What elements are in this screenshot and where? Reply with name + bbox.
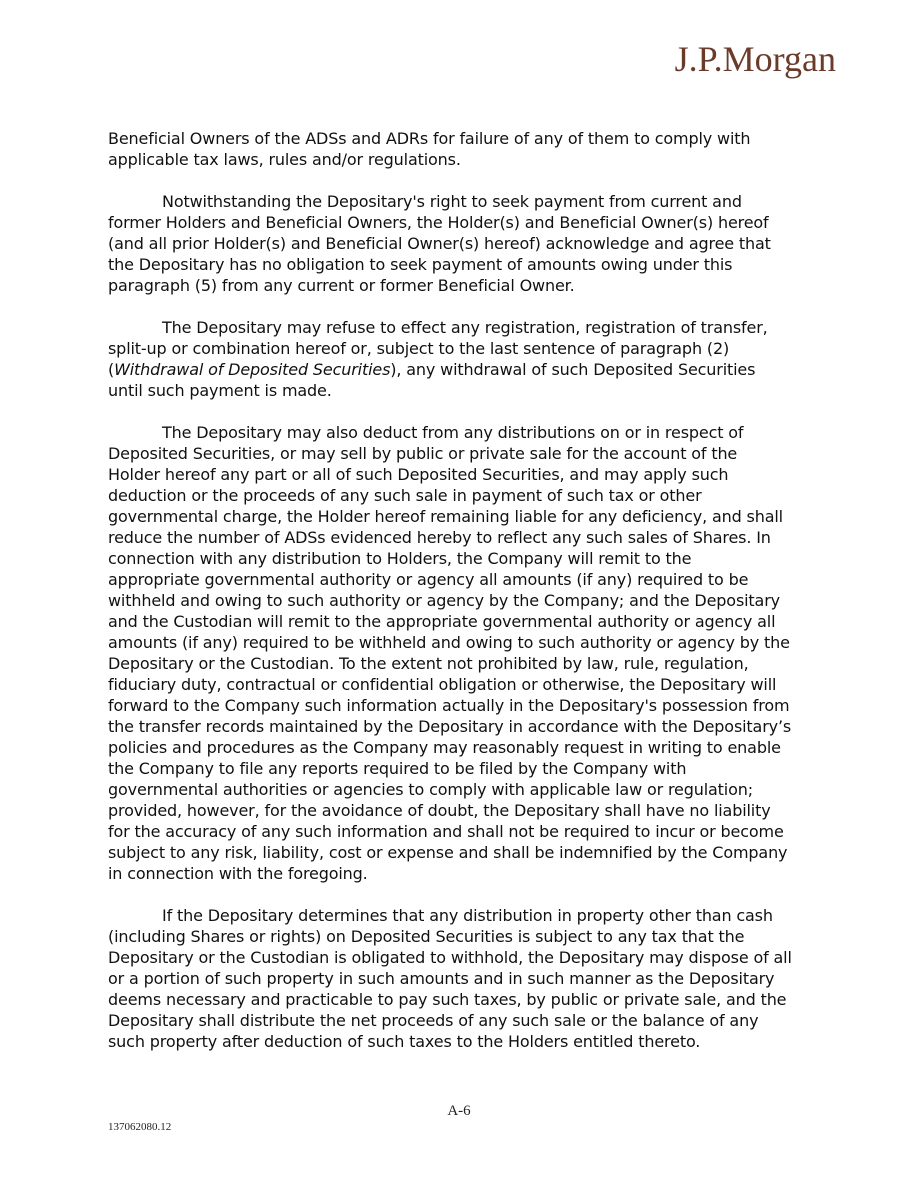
document-id: 137062080.12 <box>108 1121 172 1133</box>
paragraph-refuse-registration-before: The Depositary may refuse to effect any registration, registration of transfer, split-up or combination hereof or, subject to the last sentence of paragraph (2) ( <box>108 318 768 379</box>
paragraph-refuse-registration <box>108 317 813 401</box>
paragraph-continuation: Beneficial Owners of the ADSs and ADRs for failure of any of them to comply with applicable tax laws, rules and/or regulations. <box>108 129 751 169</box>
paragraph-refuse-registration-after: ), any withdrawal of such Deposited Securities until such payment is made. <box>108 360 756 400</box>
paragraph-property-distribution: If the Depositary determines that any distribution in property other than cash (including Shares or rights) on Deposited Securities is subject to any tax that the Depositary or the Custodian is obligated to withhold, the Depositary may dispose of all or a portion of such property in such amounts and in such manner as the Depositary deems necessary and practicable to pay such taxes, by public or private sale, and the Depositary shall distribute the net proceeds of any such sale or the balance of any such property after deduction of such taxes to the Holders entitled thereto. <box>108 906 792 1051</box>
paragraph-italic-reference: Withdrawal of Deposited Securities <box>114 360 391 379</box>
paragraph-deduct-distributions: The Depositary may also deduct from any distributions on or in respect of Deposited Securities, or may sell by public or private sale for the account of the Holder hereof any part or all of such Deposited Securities, and may apply such deduction or the proceeds of any such sale in payment of such tax or other governmental charge, the Holder hereof remaining liable for any deficiency, and shall reduce the number of ADSs evidenced hereby to reflect any such sales of Shares. In connection with any distribution to Holders, the Company will remit to the appropriate governmental authority or agency all amounts (if any) required to be withheld and owing to such authority or agency by the Company; and the Depositary and the Custodian will remit to the appropriate governmental authority or agency all amounts (if any) required to be withheld and owing to such authority or agency by the Depositary or the Custodian. To the extent not prohibited by law, rule, regulation, fiduciary duty, contractual or confidential obligation or otherwise, the Depositary will forward to the Company such information actually in the Depositary's possession from the transfer records maintained by the Depositary in accordance with the Depositary’s policies and procedures as the Company may reasonably request in writing to enable the Company to file any reports required to be filed by the Company with governmental authorities or agencies to comply with applicable law or regulation; provided, however, for the avoidance of doubt, the Depositary shall have no liability for the accuracy of any such information and shall not be required to incur or become subject to any risk, liability, cost or expense and shall be indemnified by the Company in connection with the foregoing. <box>108 423 792 883</box>
jpmorgan-logo: J.P.Morgan <box>674 39 836 79</box>
document-body <box>108 128 813 1052</box>
page-number: A-6 <box>447 1103 471 1119</box>
paragraph-payment-obligation: Notwithstanding the Depositary's right to seek payment from current and former Holders and Beneficial Owners, the Holder(s) and Beneficial Owner(s) hereof (and all prior Holder(s) and Beneficial Owner(s) hereof) acknowledge and agree that the Depositary has no obligation to seek payment of amounts owing under this paragraph (5) from any current or former Beneficial Owner. <box>108 192 771 295</box>
